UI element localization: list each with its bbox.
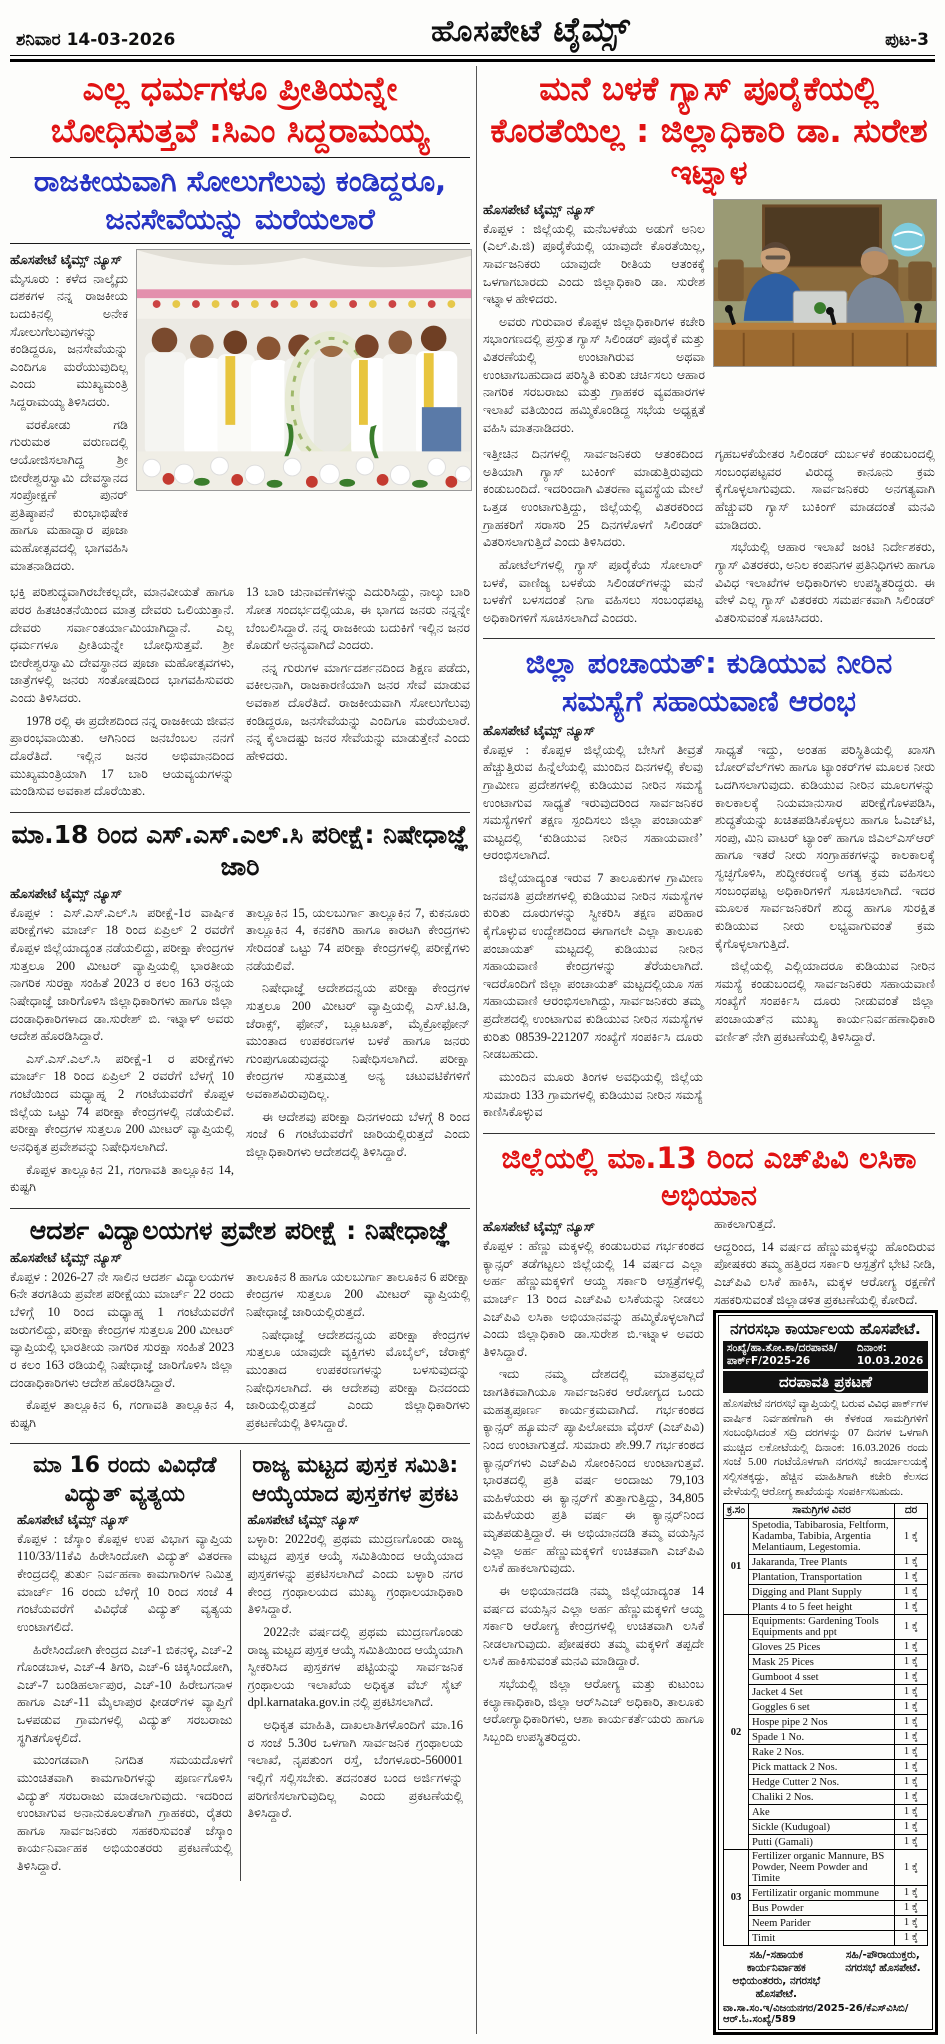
table-row bbox=[724, 1820, 928, 1835]
story-books bbox=[240, 1450, 471, 1880]
story-helpline-col1 bbox=[483, 742, 703, 1127]
newspaper-title bbox=[431, 10, 633, 50]
headline-hpv: ಜಿಲ್ಲೆಯಲ್ಲಿ ಮಾ.13 ರಿಂದ ಎಚ್‌ಪಿವಿ ಲಸಿಕಾ ಅಭಿಯಾನ bbox=[501, 1140, 917, 1212]
story-adarsha bbox=[10, 1215, 470, 1438]
item-description: Gumboot 4 sset bbox=[749, 1670, 895, 1685]
photo-cm-event-image bbox=[136, 249, 472, 492]
item-description: Neem Parider bbox=[749, 1916, 895, 1931]
body-paragraph: ಸಭೆಯಲ್ಲಿ ಆಹಾರ ಇಲಾಖೆ ಜಂಟಿ ನಿರ್ದೇಶಕರು, ಗ್ಯಾಸ್ ವಿತರಕರು, ಅನಿಲ ಕಂಪನಿಗಳ ಪ್ರತಿನಿಧಿಗಳು ಹಾಗೂ ವಿವಿಧ ಇಲಾಖೆಗಳ ಅಧಿಕಾರಿಗಳು ಉಪಸ್ಥಿತರಿದ್ದರು. ಈ ವೇಳೆ ಎಲ್ಲ ಗ್ಯಾಸ್ ವಿತರಕರು ಸಮರ್ಪಕವಾಗಿ ಸಿಲಿಂಡರ್ ವಿತರಿಸುವಂತೆ ಸೂಚಿಸಿದರು. bbox=[715, 540, 936, 625]
item-description: Plantation, Transportation bbox=[749, 1570, 895, 1585]
body-paragraph: 2022ನೇ ವರ್ಷದಲ್ಲಿ ಪ್ರಥಮ ಮುದ್ರಣಗೊಂಡು ರಾಜ್ಯ ಮಟ್ಟದ ಪುಸ್ತಕ ಆಯ್ಕೆ ಸಮಿತಿಯಿಂದ ಆಯ್ಕೆಯಾಗಿ ಸ್ವೀಕರಿಸಿದ ಪುಸ್ತಕಗಳ ಪಟ್ಟಿಯನ್ನು ಸಾರ್ವಜನಿಕ ಗ್ರಂಥಾಲಯ ಇಲಾಖೆಯ ಅಧಿಕೃತ ವೆಬ್ ಸೈಟ್ dpl.karnataka.gov.in ನಲ್ಲಿ ಪ್ರಕಟಿಸಲಾಗಿದೆ. bbox=[247, 1624, 463, 1710]
item-rate: 1 ಕ್ಕೆ bbox=[895, 1600, 928, 1615]
item-rate: 1 ಕ್ಕೆ bbox=[895, 1775, 928, 1790]
item-rate: 1 ಕ್ಕೆ bbox=[895, 1931, 928, 1946]
item-rate: 1 ಕ್ಕೆ bbox=[895, 1570, 928, 1585]
story-cm-col1 bbox=[10, 584, 234, 806]
byline: ಹೊಸಪೇಟೆ ಟೈಮ್ಸ್ ನ್ಯೂಸ್ bbox=[247, 1512, 360, 1528]
item-rate: 1 ಕ್ಕೆ bbox=[895, 1835, 928, 1850]
group-number: 01 bbox=[724, 1519, 749, 1615]
table-row bbox=[724, 1640, 928, 1655]
table-row bbox=[724, 1655, 928, 1670]
divider bbox=[483, 638, 935, 639]
item-description: Hedge Cutter 2 Nos. bbox=[749, 1775, 895, 1790]
table-row bbox=[724, 1745, 928, 1760]
item-rate: 1 ಕ್ಕೆ bbox=[895, 1715, 928, 1730]
masthead-rule bbox=[10, 55, 935, 62]
body-paragraph: 1978 ರಲ್ಲಿ ಈ ಪ್ರದೇಶದಿಂದ ನನ್ನ ರಾಜಕೀಯ ಜೀವನ ಪ್ರಾರಂಭವಾಯಿತು. ಆಗಿನಿಂದ ಜನಬೆಂಬಲ ನನಗೆ ದೊರೆತಿದೆ. ಇಲ್ಲಿನ ಜನರ ಅಭಿಮಾನದಿಂದ ಮುಖ್ಯಮಂತ್ರಿಯಾಗಿ 17 ಬಾರಿ ಆಯವ್ಯಯಗಳನ್ನು ಮಂಡಿಸುವ ಅವಕಾಶ ದೊರೆಯಿತು. bbox=[10, 713, 234, 799]
item-rate: 1 ಕ್ಕೆ bbox=[895, 1820, 928, 1835]
byline: ಹೊಸಪೇಟೆ ಟೈಮ್ಸ್ ನ್ಯೂಸ್ bbox=[483, 202, 596, 218]
notice-banner: ದರಪಾವತಿ ಪ್ರಕಟಣೆ bbox=[723, 1371, 928, 1393]
col-header-rate: ದರ bbox=[895, 1504, 928, 1519]
notice-date: ದಿನಾಂಕ: 10.03.2026 bbox=[856, 1342, 924, 1368]
body-paragraph: ತಾಲ್ಲೂಕಿನ 15, ಯಲಬುರ್ಗಾ ತಾಲ್ಲೂಕಿನ 7, ಕುಕನೂರು ತಾಲ್ಲೂಕಿನ 4, ಕನಕಗಿರಿ ಹಾಗೂ ಕಾರಟಗಿ ಕೇಂದ್ರಗಳು ಸೇರಿದಂತೆ ಒಟ್ಟು 74 ಪರೀಕ್ಷಾ ಕೇಂದ್ರಗಳಲ್ಲಿ ಪರೀಕ್ಷೆಗಳು ನಡೆಯಲಿವೆ. bbox=[246, 905, 470, 973]
left-column bbox=[10, 66, 470, 2034]
table-row bbox=[724, 1585, 928, 1600]
table-row bbox=[724, 1615, 928, 1640]
body-paragraph: ಕೊಪ್ಪಳ : ಜೆಸ್ಕಾಂ ಕೊಪ್ಪಳ ಉಪ ವಿಭಾಗ ವ್ಯಾಪ್ತಿಯ 110/33/11ಕೆವಿ ಹಿರೇಸಿಂದೋಗಿ ವಿದ್ಯುತ್ ವಿತರಣಾ ಕೇಂದ್ರದಲ್ಲಿ ತುರ್ತು ನಿರ್ವಹಣಾ ಕಾಮಗಾರಿಗಳ ನಿಮಿತ್ತ ಮಾರ್ಚ್ 16 ರಂದು ಬೆಳಿಗ್ಗೆ 10 ರಿಂದ ಸಂಜೆ 4 ಗಂಟೆಯವರೆಗೆ ವಿವಿಧೆಡೆ ವಿದ್ಯುತ್ ವ್ಯತ್ಯಯ ಉಂಟಾಗಲಿದೆ. bbox=[17, 1531, 233, 1634]
story-adarsha-col1 bbox=[10, 1269, 234, 1438]
headline-sslc: ಮಾ.18 ರಿಂದ ಎಸ್.ಎಸ್.ಎಲ್.ಸಿ ಪರೀಕ್ಷೆ: ನಿಷೇಧಾಜ್ಞೆ ಜಾರಿ bbox=[11, 819, 469, 881]
table-header-row bbox=[724, 1504, 928, 1519]
item-rate: 1 ಕ್ಕೆ bbox=[895, 1790, 928, 1805]
headline-books: ರಾಜ್ಯ ಮಟ್ಟದ ಪುಸ್ತಕ ಸಮಿತಿ: ಆಯ್ಕೆಯಾದ ಪುಸ್ತಕಗಳ ಪ್ರಕಟ bbox=[252, 1453, 459, 1507]
table-row bbox=[724, 1519, 928, 1555]
item-rate: 1 ಕ್ಕೆ bbox=[895, 1730, 928, 1745]
body-paragraph: ಕೊಪ್ಪಳ : ಎಸ್.ಎಸ್.ಎಲ್.ಸಿ ಪರೀಕ್ಷೆ-1ರ ವಾರ್ಷಿಕ ಪರೀಕ್ಷೆಗಳು ಮಾರ್ಚ್ 18 ರಿಂದ ಏಪ್ರಿಲ್ 2 ರವರೆಗೆ ಕೊಪ್ಪಳ ಜಿಲ್ಲೆಯಾದ್ಯಂತ ನಡೆಯಲಿದ್ದು, ಪರೀಕ್ಷಾ ಕೇಂದ್ರಗಳ ಸುತ್ತಲೂ 200 ಮೀಟರ್ ವ್ಯಾಪ್ತಿಯಲ್ಲಿ ಭಾರತೀಯ ನಾಗರಿಕ ಸುರಕ್ಷಾ ಸಂಹಿತೆ 2023 ರ ಕಲಂ 163 ರನ್ವಯ ನಿಷೇಧಾಜ್ಞೆ ಜಾರಿಗೊಳಿಸಿ ಜಿಲ್ಲಾಧಿಕಾರಿಗಳು ಹಾಗೂ ಜಿಲ್ಲಾ ದಂಡಾಧಿಕಾರಿಗಳಾದ ಡಾ.ಸುರೇಶ್ ಬಿ. ಇಟ್ನಾಳ್ ಅವರು ಆದೇಶ ಹೊರಡಿಸಿದ್ದಾರೆ. bbox=[10, 905, 234, 1044]
notice-reference-number: ಸಂಖ್ಯೆ/ಹಾ.ತೋ.ಶಾ/ದರಪಾವತಿ/ಪಾರ್ಕ್‌F/2025-26 bbox=[727, 1342, 838, 1368]
notice-rate-table bbox=[723, 1503, 928, 1946]
body-paragraph: ಮುಂಗಡವಾಗಿ ನಿಗದಿತ ಸಮಯದೊಳಗೆ ಮುಂಚಿತವಾಗಿ ಕಾಮಗಾರಿಗಳನ್ನು ಪೂರ್ಣಗೊಳಿಸಿ ವಿದ್ಯುತ್ ಸರಬರಾಜು ಮಾಡಲಾಗುವುದು. ಇದರಿಂದ ಉಂಟಾಗುವ ಅನಾನುಕೂಲತೆಗಾಗಿ ಗ್ರಾಹಕರು, ರೈತರು ಹಾಗೂ ಸಾರ್ವಜನಿಕರು ಸಹಕರಿಸುವಂತೆ ಜೆಸ್ಕಾಂ ಕಾರ್ಯನಿರ್ವಾಹಕ ಅಭಿಯಂತರರು ಪ್ರಕಟಣೆಯಲ್ಲಿ ತಿಳಿಸಿದ್ದಾರೆ. bbox=[17, 1753, 233, 1873]
table-row bbox=[724, 1715, 928, 1730]
item-description: Pick mattack 2 Nos. bbox=[749, 1760, 895, 1775]
story-helpline bbox=[483, 645, 935, 1126]
body-paragraph: ಹಾಕಲಾಗುತ್ತದೆ. bbox=[714, 1217, 776, 1232]
body-paragraph: ಹಿರೇಸಿಂದೋಗಿ ಕೇಂದ್ರದ ಎಚ್-1 ಬಿಕನಳ್ಳಿ, ಎಚ್-2 ಗೊಂಡಬಾಳ, ಎಚ್-4 ತಿಗರಿ, ಎಚ್-6 ಚಿಕ್ಕಸಿಂದೋಗಿ, ಎಚ್-7 ಬಂಡಿಹರ್ಲಾಪುರ, ಎಚ್-10 ಹಿರೇಬಗನಾಳ ಹಾಗೂ ಎಚ್-11 ಮೈಲಾಪುರ ಫೀಡರ್‌ಗಳ ವ್ಯಾಪ್ತಿಗೆ ಒಳಪಡುವ ಗ್ರಾಮಗಳಲ್ಲಿ ವಿದ್ಯುತ್ ಸರಬರಾಜು ಸ್ಥಗಿತಗೊಳ್ಳಲಿದೆ. bbox=[17, 1642, 233, 1745]
body-paragraph: ಭಕ್ತಿ ಪರಿಶುದ್ಧವಾಗಿರಬೇಕಲ್ಲದೇ, ಮಾನವೀಯತೆ ಹಾಗೂ ಪರರ ಹಿತಚಿಂತನೆಯಿಂದ ಮಾತ್ರ ದೇವರು ಒಲಿಯುತ್ತಾನೆ. ದೇವರು ಸರ್ವಾಂತರ್ಯಾಮಿಯಾಗಿದ್ದಾನೆ. ಎಲ್ಲ ಧರ್ಮಗಳೂ ಪ್ರೀತಿಯನ್ನೇ ಬೋಧಿಸುತ್ತವೆ. ಶ್ರೀ ಬೀರೇಶ್ವರಸ್ವಾಮಿ ದೇವಸ್ಥಾನದ ಪೂಜಾ ಮಹೋತ್ಸವಗಳು, ಜಾತ್ರೆಗಳಲ್ಲಿ ಜನರು ಸಂತೋಷದಿಂದ ಭಾಗವಹಿಸುವರು ಎಂದು ತಿಳಿಸಿದರು. bbox=[10, 585, 234, 706]
headline-gas: ಮನೆ ಬಳಕೆ ಗ್ಯಾಸ್ ಪೂರೈಕೆಯಲ್ಲಿ ಕೊರತೆಯಿಲ್ಲ : ಜಿಲ್ಲಾಧಿಕಾರಿ ಡಾ. ಸುರೇಶ ಇಟ್ನಾಳ bbox=[490, 69, 928, 193]
divider bbox=[10, 243, 470, 244]
byline: ಹೊಸಪೇಟೆ ಟೈಮ್ಸ್ ನ್ಯೂಸ್ bbox=[483, 723, 596, 739]
item-rate: 1 ಕ್ಕೆ bbox=[895, 1760, 928, 1775]
item-description: Ake bbox=[749, 1805, 895, 1820]
byline: ಹೊಸಪೇಟೆ ಟೈಮ್ಸ್ ನ್ಯೂಸ್ bbox=[483, 1220, 596, 1236]
item-description: Bus Powder bbox=[749, 1901, 895, 1916]
table-row bbox=[724, 1700, 928, 1715]
story-sslc-col2 bbox=[246, 905, 470, 1202]
item-description: Sickle (Kudugoal) bbox=[749, 1820, 895, 1835]
table-row bbox=[724, 1835, 928, 1850]
story-cm-col2 bbox=[246, 584, 470, 806]
municipal-notice-box bbox=[718, 1315, 933, 2030]
newspaper-title-part2: ಟೈಮ್ಸ್ bbox=[550, 10, 633, 50]
body-paragraph: ಕೊಪ್ಪಳ : ಹೆಣ್ಣು ಮಕ್ಕಳಲ್ಲಿ ಕಂಡುಬರುವ ಗರ್ಭಕಂಠದ ಕ್ಯಾನ್ಸರ್ ತಡೆಗಟ್ಟಲು ಜಿಲ್ಲೆಯಲ್ಲಿ 14 ವರ್ಷದ ಎಲ್ಲಾ ಅರ್ಹ ಹೆಣ್ಣುಮಕ್ಕಳಿಗೆ ಆಯ್ದ ಸರ್ಕಾರಿ ಆಸ್ಪತ್ರೆಗಳಲ್ಲಿ ಮಾರ್ಚ್ 13 ರಿಂದ ಎಚ್‌ಪಿವಿ ಲಸಿಕೆಯನ್ನು ನೀಡಲು ಎಚ್‌ಪಿವಿ ಲಸಿಕಾ ಅಭಿಯಾನವನ್ನು ಹಮ್ಮಿಕೊಳ್ಳಲಾಗಿದೆ ಎಂದು ಜಿಲ್ಲಾಧಿಕಾರಿ ಡಾ.ಸುರೇಶ ಬಿ.ಇಟ್ನಾಳ ಅವರು ತಿಳಿಸಿದ್ದಾರೆ. bbox=[483, 1239, 704, 1359]
item-description: Equipments: Gardening Tools Equipments and ppt bbox=[749, 1615, 895, 1640]
table-row bbox=[724, 1730, 928, 1745]
table-row bbox=[724, 1805, 928, 1820]
item-description: Rake 2 Nos. bbox=[749, 1745, 895, 1760]
item-rate: 1 ಕ್ಕೆ bbox=[895, 1850, 928, 1886]
item-rate: 1 ಕ್ಕೆ bbox=[895, 1916, 928, 1931]
item-rate: 1 ಕ್ಕೆ bbox=[895, 1555, 928, 1570]
column-divider bbox=[476, 66, 477, 2034]
divider bbox=[10, 812, 470, 813]
byline: ಹೊಸಪೇಟೆ ಟೈಮ್ಸ್ ನ್ಯೂಸ್ bbox=[10, 252, 123, 268]
headline-adarsha: ಆದರ್ಶ ವಿದ್ಯಾಲಯಗಳ ಪ್ರವೇಶ ಪರೀಕ್ಷೆ : ನಿಷೇಧಾಜ್ಞೆ bbox=[29, 1215, 451, 1245]
item-description: Mask 25 Pices bbox=[749, 1655, 895, 1670]
story-hpv-col2 bbox=[714, 1216, 935, 2034]
photo-cm-event bbox=[136, 249, 470, 581]
item-description: Jakaranda, Tree Plants bbox=[749, 1555, 895, 1570]
body-paragraph: ಜಿಲ್ಲೆಯಲ್ಲಿ ಎಲ್ಲಿಯಾದರೂ ಕುಡಿಯುವ ನೀರಿನ ಸಮಸ್ಯೆ ಕಂಡುಬಂದಲ್ಲಿ ಸಾರ್ವಜನಿಕರು ಸಹಾಯವಾಣಿ ಸಂಖ್ಯೆಗೆ ಸಂಪರ್ಕಿಸಿ ದೂರು ನೀಡುವಂತೆ ಜಿಲ್ಲಾ ಪಂಚಾಯತ್‌ನ ಮುಖ್ಯ ಕಾರ್ಯನಿರ್ವಹಣಾಧಿಕಾರಿ ವರ್ಣಿತ್ ನೇಗಿ ಪ್ರಕಟಣೆಯಲ್ಲಿ ತಿಳಿಸಿದ್ದಾರೆ. bbox=[715, 959, 935, 1044]
item-description: Goggles 6 set bbox=[749, 1700, 895, 1715]
byline: ಹೊಸಪೇಟೆ ಟೈಮ್ಸ್ ನ್ಯೂಸ್ bbox=[17, 1512, 130, 1528]
table-row bbox=[724, 1850, 928, 1886]
item-rate: 1 ಕ್ಕೆ bbox=[895, 1745, 928, 1760]
body-paragraph: ಕೊಪ್ಪಳ : ಕೊಪ್ಪಳ ಜಿಲ್ಲೆಯಲ್ಲಿ ಬೇಸಿಗೆ ತೀವ್ರತೆ ಹೆಚ್ಚುತ್ತಿರುವ ಹಿನ್ನೆಲೆಯಲ್ಲಿ ಮುಂದಿನ ದಿನಗಳಲ್ಲಿ ಕೆಲವು ಗ್ರಾಮೀಣ ಪ್ರದೇಶಗಳಲ್ಲಿ ಕುಡಿಯುವ ನೀರಿನ ಸಮಸ್ಯೆ ಉಂಟಾಗುವ ಸಾಧ್ಯತೆ ಇರುವುದರಿಂದ ಸಾರ್ವಜನಿಕರ ಸಮಸ್ಯೆಗಳಿಗೆ ತಕ್ಷಣ ಸ್ಪಂದಿಸಲು ಜಿಲ್ಲಾ ಪಂಚಾಯತ್ ಮಟ್ಟದಲ್ಲಿ ‘ಕುಡಿಯುವ ನೀರಿನ ಸಹಾಯವಾಣಿ’ ಆರಂಭಿಸಲಾಗಿದೆ. bbox=[483, 742, 703, 863]
newspaper-title-part1: ಹೊಸಪೇಟೆ bbox=[431, 14, 543, 49]
body-paragraph: ಸಭೆಯಲ್ಲಿ ಜಿಲ್ಲಾ ಆರೋಗ್ಯ ಮತ್ತು ಕುಟುಂಬ ಕಲ್ಯಾಣಾಧಿಕಾರಿ, ಜಿಲ್ಲಾ ಆರ್‌ಸಿಎಚ್ ಅಧಿಕಾರಿ, ತಾಲೂಕು ಆರೋಗ್ಯಾಧಿಕಾರಿಗಳು, ಆಶಾ ಕಾರ್ಯಕರ್ತೆಯರು ಹಾಗೂ ಸಿಬ್ಬಂದಿ ಉಪಸ್ಥಿತರಿದ್ದರು. bbox=[483, 1677, 704, 1744]
table-row bbox=[724, 1886, 928, 1901]
table-row bbox=[724, 1901, 928, 1916]
table-row bbox=[724, 1931, 928, 1946]
story-hpv-col1 bbox=[483, 1216, 704, 2034]
item-description: Chaliki 2 Nos. bbox=[749, 1790, 895, 1805]
body-paragraph: ಇದು ನಮ್ಮ ದೇಶದಲ್ಲಿ ಮಾತ್ರವಲ್ಲದೆ ಜಾಗತಿಕವಾಗಿಯೂ ಸಾರ್ವಜನಿಕರ ಆರೋಗ್ಯದ ಒಂದು ಮಹತ್ವಪೂರ್ಣ ಕಾರ್ಯಕ್ರಮವಾಗಿದೆ. ಗರ್ಭಕಂಠದ ಕ್ಯಾನ್ಸರ್ ಹ್ಯೂಮನ್ ಪ್ಯಾಪಿಲೋಮಾ ವೈರಸ್ (ಎಚ್‌ಪಿವಿ) ನಿಂದ ಉಂಟಾಗುತ್ತದೆ. ಸುಮಾರು ಶೇ.99.7 ಗರ್ಭಕಂಠದ ಕ್ಯಾನ್ಸರ್‌ಗಳು ಎಚ್‌ಪಿವಿ ಸೋಂಕಿನಿಂದ ಉಂಟಾಗುತ್ತವೆ. ಭಾರತದಲ್ಲಿ ಪ್ರತಿ ವರ್ಷ ಅಂದಾಜು 79,103 ಮಹಿಳೆಯರು ಈ ಕ್ಯಾನ್ಸರ್‌ಗೆ ತುತ್ತಾಗುತ್ತಿದ್ದು, 34,805 ಮಹಿಳೆಯರು ಪ್ರತಿ ವರ್ಷ ಈ ಕ್ಯಾನ್ಸರ್‌ನಿಂದ ಮೃತಪಡುತ್ತಿದ್ದಾರೆ. ಈ ಅಭಿಯಾನದಡಿ ತಮ್ಮ ವಯಸ್ಸಿನ ಎಲ್ಲಾ ಅರ್ಹ ಹೆಣ್ಣುಮಕ್ಕಳಿಗೆ ಉಚಿತವಾಗಿ ಎಚ್‌ಪಿವಿ ಲಸಿಕೆ ಹಾಕಲಾಗುವುದು. bbox=[483, 1367, 704, 1576]
table-row bbox=[724, 1775, 928, 1790]
headline-helpline: ಜಿಲ್ಲಾ ಪಂಚಾಯತ್: ಕುಡಿಯುವ ನೀರಿನ ಸಮಸ್ಯೆಗೆ ಸಹಾಯವಾಣಿ ಆರಂಭ bbox=[525, 646, 893, 718]
story-gas-side-column bbox=[483, 199, 705, 443]
signature-engineer: ಸಹಿ/-ಸಹಾಯಕ ಕಾರ್ಯನಿರ್ವಾಹಕ ಅಭಿಯಂತರರು, ನಗರಸಭೆ ಹೊಸಪೇಟೆ. bbox=[732, 1949, 821, 2001]
byline: ಹೊಸಪೇಟೆ ಟೈಮ್ಸ್ ನ್ಯೂಸ್ bbox=[10, 1250, 123, 1266]
item-rate: 1 ಕ್ಕೆ bbox=[895, 1700, 928, 1715]
body-paragraph: ಕೊಪ್ಪಳ ತಾಲ್ಲೂಕಿನ 21, ಗಂಗಾವತಿ ತಾಲ್ಲೂಕಿನ 14, ಕುಷ್ಟಗಿ bbox=[10, 1162, 234, 1195]
body-paragraph: ನಿಷೇಧಾಜ್ಞೆ ಆದೇಶದನ್ವಯ ಪರೀಕ್ಷಾ ಕೇಂದ್ರಗಳ ಸುತ್ತಲೂ ಯಾವುದೇ ವ್ಯಕ್ತಿಗಳು ಮೊಬೈಲ್, ಜೆರಾಕ್ಸ್ ಮುಂತಾದ ಉಪಕರಣಗಳನ್ನು ಬಳಸುವುದನ್ನು ನಿಷೇಧಿಸಲಾಗಿದೆ. ಈ ಆದೇಶವು ಪರೀಕ್ಷಾ ದಿನದಂದು ಜಾರಿಯಲ್ಲಿರುತ್ತದೆ ಎಂದು ಜಿಲ್ಲಾಧಿಕಾರಿಗಳು ಪ್ರಕಟಣೆಯಲ್ಲಿ ತಿಳಿಸಿದ್ದಾರೆ. bbox=[246, 1327, 470, 1430]
item-rate: 1 ಕ್ಕೆ bbox=[895, 1805, 928, 1820]
story-hpv bbox=[483, 1140, 935, 2034]
story-gas-col1 bbox=[483, 446, 703, 632]
item-description: Spade 1 No. bbox=[749, 1730, 895, 1745]
headline-power: ಮಾ 16 ರಂದು ವಿವಿಧೆಡೆ ವಿದ್ಯುತ್ ವ್ಯತ್ಯಯ bbox=[33, 1453, 217, 1507]
body-paragraph: ಗೃಹಬಳಕೆಯೇತರ ಸಿಲಿಂಡರ್ ದುರ್ಬಳಕೆ ಕಂಡುಬಂದಲ್ಲಿ ಸಂಬಂಧಪಟ್ಟವರ ವಿರುದ್ಧ ಕಾನೂನು ಕ್ರಮ ಕೈಗೊಳ್ಳಲಾಗುವುದು. ಸಾರ್ವಜನಿಕರು ಅನಗತ್ಯವಾಗಿ ಹೆಚ್ಚುವರಿ ಗ್ಯಾಸ್ ಬುಕಿಂಗ್ ಮಾಡದಂತೆ ಮನವಿ ಮಾಡಿದರು. bbox=[715, 447, 935, 532]
body-paragraph: ವರಕೋಡು ಗಡಿ ಗುರುಮಠ ವರುಣದಲ್ಲಿ ಆಯೋಜಿಸಲಾಗಿದ್ದ ಶ್ರೀ ಬೀರೇಶ್ವರಸ್ವಾಮಿ ದೇವಸ್ಥಾನದ ಸಂಪ್ರೋಕ್ಷಣೆ ಪುನರ್ ಪ್ರತಿಷ್ಠಾಪನೆ ಕುಂಭಾಭಿಷೇಕ ಹಾಗೂ ಮಹಾದ್ವಾರ ಪೂಜಾ ಮಹೋತ್ಸವದಲ್ಲಿ ಭಾಗವಹಿಸಿ ಮಾತನಾಡಿದರು. bbox=[10, 417, 128, 573]
signature-commissioner: ಸಹಿ/-ಪೌರಾಯುಕ್ತರು, ನಗರಸಭೆ ಹೊಸಪೇಟೆ. bbox=[845, 1949, 921, 1975]
photo-dc-meeting-image bbox=[713, 199, 937, 368]
story-gas-col2 bbox=[715, 446, 935, 632]
table-row bbox=[724, 1790, 928, 1805]
body-paragraph: ಸಾಧ್ಯತೆ ಇದ್ದು, ಅಂತಹ ಪರಿಸ್ಥಿತಿಯಲ್ಲಿ ಖಾಸಗಿ ಬೋರ್‌ವೆಲ್‌ಗಳು ಹಾಗೂ ಟ್ಯಾಂಕರ್‌ಗಳ ಮೂಲಕ ನೀರು ಒದಗಿಸಲಾಗುವುದು. ಕುಡಿಯುವ ನೀರಿನ ಮೂಲಗಳನ್ನು ಕಾಲಕಾಲಕ್ಕೆ ನಿಯಮಾನುಸಾರ ಪರೀಕ್ಷೆಗೊಳಪಡಿಸಿ, ಶುದ್ಧತೆಯನ್ನು ಖಚಿತಪಡಿಸಿಕೊಳ್ಳಲು ಹಾಗೂ ಓಎಚ್‌ಟಿ, ಸಂಪು, ಮಿನಿ ವಾಟರ್ ಟ್ಯಾಂಕ್ ಹಾಗೂ ಜಿಎಲ್‌ಎಸ್‌ಆರ್ ಹಾಗೂ ಇತರೆ ನೀರು ಸಂಗ್ರಾಹಕಗಳನ್ನು ಕಾಲಕಾಲಕ್ಕೆ ಸ್ವಚ್ಛಗೊಳಿಸಿ, ಶುದ್ಧೀಕರಣಕ್ಕೆ ಅಗತ್ಯ ಕ್ರಮ ವಹಿಸಲು ಸಂಬಂಧಪಟ್ಟ ಅಧಿಕಾರಿಗಳಿಗೆ ಸೂಚಿಸಲಾಗಿದೆ. ಇದರ ಮೂಲಕ ಸಾರ್ವಜನಿಕರಿಗೆ ಶುದ್ಧ ಹಾಗೂ ಸುರಕ್ಷಿತ ಕುಡಿಯುವ ನೀರು ಲಭ್ಯವಾಗುವಂತೆ ಕ್ರಮ ಕೈಗೊಳ್ಳಲಾಗುತ್ತಿದೆ. bbox=[715, 742, 935, 951]
divider bbox=[10, 1443, 470, 1444]
story-cm-body bbox=[10, 584, 470, 806]
divider bbox=[10, 157, 470, 158]
body-paragraph: ಅಧಿಕೃತ ಮಾಹಿತಿ, ದಾಖಲಾತಿಗಳೊಂದಿಗೆ ಮಾ.16 ರ ಸಂಜೆ 5.30ರ ಒಳಗಾಗಿ ಸಾರ್ವಜನಿಕ ಗ್ರಂಥಾಲಯ ಇಲಾಖೆ, ನೃಪತುಂಗ ರಸ್ತೆ, ಬೆಂಗಳೂರು-560001 ಇಲ್ಲಿಗೆ ಸಲ್ಲಿಸಬೇಕು. ತದನಂತರ ಬಂದ ಅರ್ಜಿಗಳನ್ನು ಪರಿಗಣಿಸಲಾಗುವುದಿಲ್ಲ ಎಂದು ಪ್ರಕಟಣೆಯಲ್ಲಿ ತಿಳಿಸಿದ್ದಾರೆ. bbox=[247, 1718, 463, 1821]
edition-date: ಶನಿವಾರ 14-03-2026 bbox=[16, 30, 176, 50]
story-cm-side-column bbox=[10, 249, 128, 581]
body-paragraph: ಆದ್ದರಿಂದ, 14 ವರ್ಷದ ಹೆಣ್ಣುಮಕ್ಕಳನ್ನು ಹೊಂದಿರುವ ಪೋಷಕರು ತಮ್ಮ ಹತ್ತಿರದ ಸರ್ಕಾರಿ ಆಸ್ಪತ್ರೆಗೆ ಭೇಟಿ ನೀಡಿ, ಎಚ್‌ಪಿವಿ ಲಸಿಕೆ ಹಾಕಿಸಿ, ಮಕ್ಕಳ ಆರೋಗ್ಯ ರಕ್ಷಣೆಗೆ ಸಹಕರಿಸುವಂತೆ ಜಿಲ್ಲಾಡಳಿತ ಪ್ರಕಟಣೆಯಲ್ಲಿ ಕೋರಿದೆ. bbox=[714, 1239, 935, 1307]
item-description: Jacket 4 Set bbox=[749, 1685, 895, 1700]
page-number: ಪುಟ-3 bbox=[885, 30, 929, 50]
notice-reference-row bbox=[723, 1341, 928, 1369]
story-adarsha-body bbox=[10, 1269, 470, 1438]
body-paragraph: ಎಸ್.ಎಸ್.ಎಲ್.ಸಿ ಪರೀಕ್ಷೆ-1 ರ ಪರೀಕ್ಷೆಗಳು ಮಾರ್ಚ್ 18 ರಿಂದ ಏಪ್ರಿಲ್ 2 ರವರೆಗೆ ಬೆಳಗ್ಗೆ 10 ಗಂಟೆಯಿಂದ ಮಧ್ಯಾಹ್ನ 2 ಗಂಟೆಯವರೆಗೆ ಕೊಪ್ಪಳ ಜಿಲ್ಲೆಯ ಒಟ್ಟು 74 ಪರೀಕ್ಷಾ ಕೇಂದ್ರಗಳಲ್ಲಿ ನಡೆಯಲಿವೆ. ಪರೀಕ್ಷಾ ಕೇಂದ್ರಗಳ ಸುತ್ತಲೂ 200 ಮೀಟರ್ ವ್ಯಾಪ್ತಿಯಲ್ಲಿ ಅನಧಿಕೃತ ಪ್ರವೇಶವನ್ನು ನಿಷೇಧಿಸಲಾಗಿದೆ. bbox=[10, 1051, 234, 1154]
body-paragraph: ನನ್ನ ಗುರುಗಳ ಮಾರ್ಗದರ್ಶನದಿಂದ ಶಿಕ್ಷಣ ಪಡೆದು, ವಕೀಲನಾಗಿ, ರಾಜಕಾರಣಿಯಾಗಿ ಜನರ ಸೇವೆ ಮಾಡುವ ಅವಕಾಶ ದೊರೆತಿದೆ. ರಾಜಕೀಯವಾಗಿ ಸೋಲುಗೆಲುವು ಕಂಡಿದ್ದರೂ, ಜನಸೇವೆಯನ್ನು ಎಂದಿಗೂ ಮರೆಯಲಾರೆ. ನನ್ನ ಕೈಲಾದಷ್ಟು ಜನರ ಸೇವೆಯನ್ನು ಮಾಡುತ್ತೇನೆ ಎಂದು ಹೇಳಿದರು. bbox=[246, 660, 470, 763]
group-number: 02 bbox=[724, 1615, 749, 1850]
table-row bbox=[724, 1916, 928, 1931]
table-row bbox=[724, 1670, 928, 1685]
story-helpline-body bbox=[483, 742, 935, 1127]
body-paragraph: ಹೋಟೆಲ್‌ಗಳಲ್ಲಿ ಗ್ಯಾಸ್ ಪೂರೈಕೆಯ ಸೋಲಾರ್ ಬಳಕೆ, ವಾಣಿಜ್ಯ ಬಳಕೆಯ ಸಿಲಿಂಡರ್‌ಗಳನ್ನು ಮನೆ ಬಳಕೆಗೆ ಬಳಸದಂತೆ ನಿಗಾ ವಹಿಸಲು ಸಂಬಂಧಪಟ್ಟ ಅಧಿಕಾರಿಗಳಿಗೆ ಸೂಚಿಸಲಾಗಿದೆ ಎಂದರು. bbox=[483, 557, 703, 625]
body-paragraph: ಈ ಅಭಿಯಾನದಡಿ ನಮ್ಮ ಜಿಲ್ಲೆಯಾದ್ಯಂತ 14 ವರ್ಷದ ವಯಸ್ಸಿನ ಎಲ್ಲಾ ಅರ್ಹ ಹೆಣ್ಣುಮಕ್ಕಳಿಗೆ ಆಯ್ದ ಸರ್ಕಾರಿ ಆರೋಗ್ಯ ಕೇಂದ್ರಗಳಲ್ಲಿ ಉಚಿತವಾಗಿ ಲಸಿಕೆ ನೀಡಲಾಗುವುದು. ಪೋಷಕರು ತಮ್ಮ ಮಕ್ಕಳಿಗೆ ತಪ್ಪದೇ ಲಸಿಕೆ ಹಾಕಿಸುವಂತೆ ಮನವಿ ಮಾಡಿದ್ದಾರೆ. bbox=[483, 1583, 704, 1669]
story-power bbox=[10, 1450, 240, 1880]
masthead-row bbox=[0, 2, 945, 52]
item-rate: 1 ಕ್ಕೆ bbox=[895, 1901, 928, 1916]
item-description: Spetodia, Tabibarosia, Feltform, Kadamba, Tabibia, Argentia Melantiaum, Legestomia. bbox=[749, 1519, 895, 1555]
item-rate: 1 ಕ್ಕೆ bbox=[895, 1655, 928, 1670]
story-sslc-col1 bbox=[10, 905, 234, 1202]
story-gas bbox=[483, 68, 935, 632]
item-description: Gloves 25 Pices bbox=[749, 1640, 895, 1655]
body-paragraph: ತಾಲೂಕಿನ 8 ಹಾಗೂ ಯಲಬುರ್ಗಾ ತಾಲೂಕಿನ 6 ಪರೀಕ್ಷಾ ಕೇಂದ್ರಗಳ ಸುತ್ತಲೂ 200 ಮೀಟರ್ ವ್ಯಾಪ್ತಿಯಲ್ಲಿ ನಿಷೇಧಾಜ್ಞೆ ಜಾರಿಯಲ್ಲಿರುತ್ತದೆ. bbox=[246, 1269, 470, 1320]
story-sslc bbox=[10, 819, 470, 1202]
table-row bbox=[724, 1555, 928, 1570]
item-description: Hospe pipe 2 Nos bbox=[749, 1715, 895, 1730]
item-description: Fertilizatir organic mommune bbox=[749, 1886, 895, 1901]
body-paragraph: ಕೊಪ್ಪಳ : ಜಿಲ್ಲೆಯಲ್ಲಿ ಮನೆಬಳಕೆಯ ಅಡುಗೆ ಅನಿಲ (ಎಲ್.ಪಿ.ಜಿ) ಪೂರೈಕೆಯಲ್ಲಿ ಯಾವುದೇ ಕೊರತೆಯಿಲ್ಲ, ಸಾರ್ವಜನಿಕರು ಯಾವುದೇ ರೀತಿಯ ಆತಂಕಕ್ಕೆ ಒಳಗಾಗಬಾರದು ಎಂದು ಜಿಲ್ಲಾಧಿಕಾರಿ ಡಾ. ಸುರೇಶ ಇಟ್ನಾಳ ಹೇಳಿದರು. bbox=[483, 221, 705, 307]
right-column bbox=[483, 66, 935, 2034]
body-paragraph: ಬಳ್ಳಾರಿ: 2022ರಲ್ಲಿ ಪ್ರಥಮ ಮುದ್ರಣಗೊಂಡು ರಾಜ್ಯ ಮಟ್ಟದ ಪುಸ್ತಕ ಆಯ್ಕೆ ಸಮಿತಿಯಿಂದ ಆಯ್ಕೆಯಾದ ಪುಸ್ತಕಗಳನ್ನು ಪ್ರಕಟಿಸಲಾಗಿದೆ ಎಂದು ಬಳ್ಳಾರಿ ನಗರ ಕೇಂದ್ರ ಗ್ರಂಥಾಲಯದ ಮುಖ್ಯ ಗ್ರಂಥಾಲಯಾಧಿಕಾರಿ ತಿಳಿಸಿದ್ದಾರೆ. bbox=[247, 1531, 463, 1617]
col-header-description: ಸಾಮಗ್ರಿಗಳ ವಿವರ bbox=[749, 1504, 895, 1519]
item-description: Putti (Gamali) bbox=[749, 1835, 895, 1850]
table-row bbox=[724, 1600, 928, 1615]
col-header-slno: ಕ್ರ.ಸಂ bbox=[724, 1504, 749, 1519]
story-helpline-col2 bbox=[715, 742, 935, 1127]
story-cm bbox=[10, 68, 470, 806]
body-paragraph: 13 ಬಾರಿ ಚುನಾವಣೆಗಳನ್ನು ಎದುರಿಸಿದ್ದು, ನಾಲ್ಕು ಬಾರಿ ಸೋತ ಸಂದರ್ಭದಲ್ಲಿಯೂ, ಈ ಭಾಗದ ಜನರು ನನ್ನನ್ನೇ ಬೆಂಬಲಿಸಿದ್ದಾರೆ. ನನ್ನ ರಾಜಕೀಯ ಬದುಕಿಗೆ ಇಲ್ಲಿನ ಜನರ ಕೊಡುಗೆ ಅನನ್ಯವಾಗಿದೆ ಎಂದರು. bbox=[246, 585, 470, 653]
story-sslc-body bbox=[10, 905, 470, 1202]
item-rate: 1 ಕ್ಕೆ bbox=[895, 1670, 928, 1685]
divider bbox=[483, 1133, 935, 1134]
body-paragraph: ಈ ಆದೇಶವು ಪರೀಕ್ಷಾ ದಿನಗಳಂದು ಬೆಳಗ್ಗೆ 8 ರಿಂದ ಸಂಜೆ 6 ಗಂಟೆಯವರೆಗೆ ಜಾರಿಯಲ್ಲಿರುತ್ತದೆ ಎಂದು ಜಿಲ್ಲಾಧಿಕಾರಿಗಳು ಆದೇಶದಲ್ಲಿ ತಿಳಿಸಿದ್ದಾರೆ. bbox=[246, 1109, 470, 1159]
story-gas-body bbox=[483, 446, 935, 632]
item-rate: 1 ಕ್ಕೆ bbox=[895, 1519, 928, 1555]
item-rate: 1 ಕ್ಕೆ bbox=[895, 1886, 928, 1901]
body-paragraph: ನಿಷೇಧಾಜ್ಞೆ ಆದೇಶದನ್ವಯ ಪರೀಕ್ಷಾ ಕೇಂದ್ರಗಳ ಸುತ್ತಲೂ 200 ಮೀಟರ್ ವ್ಯಾಪ್ತಿಯಲ್ಲಿ ಎಸ್.ಟಿ.ಡಿ, ಜೆರಾಕ್ಸ್, ಫೋನ್, ಬ್ಲೂಟೂತ್, ಮೈಕ್ರೋಫೋನ್ ಮುಂತಾದ ಉಪಕರಣಗಳ ಬಳಕೆ ಹಾಗೂ ಜನರು ಗುಂಪುಗೂಡುವುದನ್ನು ನಿಷೇಧಿಸಲಾಗಿದೆ. ಪರೀಕ್ಷಾ ಕೇಂದ್ರಗಳ ಸುತ್ತಮುತ್ತ ಅನ್ಯ ಚಟುವಟಿಕೆಗಳಿಗೆ ಅವಕಾಶವಿರುವುದಿಲ್ಲ. bbox=[246, 981, 470, 1102]
notice-signatures bbox=[723, 1949, 928, 2001]
item-rate: 1 ಕ್ಕೆ bbox=[895, 1685, 928, 1700]
item-description: Digging and Plant Supply bbox=[749, 1585, 895, 1600]
body-paragraph: ಕೊಪ್ಪಳ : 2026-27 ನೇ ಸಾಲಿನ ಆದರ್ಶ ವಿದ್ಯಾಲಯಗಳ 6ನೇ ತರಗತಿಯ ಪ್ರವೇಶ ಪರೀಕ್ಷೆಯು ಮಾರ್ಚ್ 22 ರಂದು ಬೆಳಿಗ್ಗೆ 10 ರಿಂದ ಮಧ್ಯಾಹ್ನ 1 ಗಂಟೆಯವರೆಗೆ ಜರುಗಲಿದ್ದು, ಪರೀಕ್ಷಾ ಕೇಂದ್ರಗಳ ಸುತ್ತಲೂ 200 ಮೀಟರ್ ವ್ಯಾಪ್ತಿಯಲ್ಲಿ ಭಾರತೀಯ ನಾಗರಿಕ ಸುರಕ್ಷಾ ಸಂಹಿತೆ 2023 ರ ಕಲಂ 163 ರಡಿಯಲ್ಲಿ ನಿಷೇಧಾಜ್ಞೆ ಜಾರಿಗೊಳಿಸಿ ಜಿಲ್ಲಾ ದಂಡಾಧಿಕಾರಿಗಳು ಆದೇಶ ಹೊರಡಿಸಿದ್ದಾರೆ. bbox=[10, 1269, 234, 1390]
body-paragraph: ಇತ್ತೀಚಿನ ದಿನಗಳಲ್ಲಿ ಸಾರ್ವಜನಿಕರು ಆತಂಕದಿಂದ ಅತಿಯಾಗಿ ಗ್ಯಾಸ್ ಬುಕಿಂಗ್ ಮಾಡುತ್ತಿರುವುದು ಕಂಡುಬಂದಿದೆ. ಇದರಿಂದಾಗಿ ವಿತರಣಾ ವ್ಯವಸ್ಥೆಯ ಮೇಲೆ ಒತ್ತಡ ಉಂಟಾಗುತ್ತಿದ್ದು, ಜಿಲ್ಲೆಯಲ್ಲಿ ವಿತರಕರಿಂದ ಗ್ರಾಹಕರಿಗೆ ಸರಾಸರಿ 25 ದಿನಗಳೊಳಗೆ ಸಿಲಿಂಡರ್ ವಿತರಿಸಲಾಗುತ್ತಿದೆ ಎಂದು ತಿಳಿಸಿದರು. bbox=[483, 447, 703, 550]
notice-paragraph: ಹೊಸಪೇಟೆ ನಗರಸಭೆ ವ್ಯಾಪ್ತಿಯಲ್ಲಿ ಬರುವ ವಿವಿಧ ಪಾರ್ಕ್‌ಗಳ ವಾರ್ಷಿಕ ನಿರ್ವಹಣೆಗಾಗಿ ಈ ಕೆಳಕಂಡ ಸಾಮಗ್ರಿಗಳಿಗೆ ಸಂಬಂಧಿಸಿದಂತೆ ಸದ್ರಿ ದರಗಳನ್ನು 07 ದಿನಗಳ ಒಳಗಾಗಿ ಮುಚ್ಚಿದ ಲಕೋಟೆಯಲ್ಲಿ ದಿನಾಂಕ: 16.03.2026 ರಂದು ಸಂಜೆ 5.00 ಗಂಟೆಯೊಳಗಾಗಿ ನಗರಸಭೆ ಕಾರ್ಯಾಲಯಕ್ಕೆ ಸಲ್ಲಿಸತಕ್ಕದ್ದು, ಹೆಚ್ಚಿನ ಮಾಹಿತಿಗಾಗಿ ಕಚೇರಿ ಕೆಲಸದ ವೇಳೆಯಲ್ಲಿ ಆರೋಗ್ಯ ಶಾಖೆಯನ್ನು ಸಂಪರ್ಕಿಸಬಹುದು. bbox=[723, 1398, 928, 1498]
divider bbox=[10, 1208, 470, 1209]
notice-footer-reference: ವಾ.ಸಾ.ಸಂ.ಇ/ವಿಜಯನಗರ/2025-26/ಕೆಎಸ್‌ವಿಸಿಬಿ/ಆರ್.ಓ.ಸಂಖ್ಯೆ/589 bbox=[723, 2003, 909, 2026]
body-paragraph: ಮೈಸೂರು : ಕಳೆದ ನಾಲ್ಕೈದು ದಶಕಗಳ ನನ್ನ ರಾಜಕೀಯ ಬದುಕಿನಲ್ಲಿ ಅನೇಕ ಸೋಲುಗೆಲುವುಗಳನ್ನು ಕಂಡಿದ್ದರೂ, ಜನಸೇವೆಯನ್ನು ಎಂದಿಗೂ ಮರೆಯುವುದಿಲ್ಲ ಎಂದು ಮುಖ್ಯಮಂತ್ರಿ ಸಿದ್ದರಾಮಯ್ಯ ತಿಳಿಸಿದರು. bbox=[10, 271, 128, 410]
body-paragraph: ಅವರು ಗುರುವಾರ ಕೊಪ್ಪಳ ಜಿಲ್ಲಾಧಿಕಾರಿಗಳ ಕಚೇರಿ ಸಭಾಂಗಣದಲ್ಲಿ ಪ್ರಸ್ತುತ ಗ್ಯಾಸ್ ಸಿಲಿಂಡರ್ ಪೂರೈಕೆ ಮತ್ತು ವಿತರಣೆಯಲ್ಲಿ ಉಂಟಾಗಿರುವ ಅಥವಾ ಉಂಟಾಗಬಹುದಾದ ಪರಿಸ್ಥಿತಿ ಕುರಿತು ಚರ್ಚಿಸಲು ಆಹಾರ ನಾಗರಿಕ ಸರಬರಾಜು ಮತ್ತು ಗ್ರಾಹಕರ ವ್ಯವಹಾರಗಳ ಇಲಾಖೆ ವತಿಯಿಂದ ಹಮ್ಮಿಕೊಂಡಿದ್ದ ಸಭೆಯ ಅಧ್ಯಕ್ಷತೆ ವಹಿಸಿ ಮಾತನಾಡಿದರು. bbox=[483, 314, 705, 435]
photo-dc-meeting bbox=[713, 199, 935, 443]
body-paragraph: ಮುಂದಿನ ಮೂರು ತಿಂಗಳ ಅವಧಿಯಲ್ಲಿ ಜಿಲ್ಲೆಯ ಸುಮಾರು 133 ಗ್ರಾಮಗಳಲ್ಲಿ ಕುಡಿಯುವ ನೀರಿನ ಸಮಸ್ಯೆ ಕಾಣಿಸಿಕೊಳ್ಳುವ bbox=[483, 1069, 703, 1120]
item-rate: 1 ಕ್ಕೆ bbox=[895, 1585, 928, 1600]
table-row bbox=[724, 1760, 928, 1775]
item-description: Timit bbox=[749, 1931, 895, 1946]
item-rate: 1 ಕ್ಕೆ bbox=[895, 1615, 928, 1640]
item-description: Fertilizer organic Mannure, BS Powder, Neem Powder and Timite bbox=[749, 1850, 895, 1886]
notice-title: ನಗರಸಭಾ ಕಾರ್ಯಾಲಯ ಹೊಸಪೇಟೆ. bbox=[730, 1320, 921, 1339]
body-paragraph: ಜಿಲ್ಲೆಯಾದ್ಯಂತ ಇರುವ 7 ತಾಲೂಕುಗಳ ಗ್ರಾಮೀಣ ಜನವಸತಿ ಪ್ರದೇಶಗಳಲ್ಲಿ ಕುಡಿಯುವ ನೀರಿನ ಸಮಸ್ಯೆಗಳ ಕುರಿತು ದೂರುಗಳನ್ನು ಸ್ವೀಕರಿಸಿ ತಕ್ಷಣ ಪರಿಹಾರ ಕೈಗೊಳ್ಳುವ ಉದ್ದೇಶದಿಂದ ಈಗಾಗಲೇ ಎಲ್ಲಾ ತಾಲೂಕು ಪಂಚಾಯತ್ ಮಟ್ಟದಲ್ಲಿ ಕುಡಿಯುವ ನೀರಿನ ಸಹಾಯವಾಣಿ ಕೇಂದ್ರಗಳನ್ನು ತೆರೆಯಲಾಗಿದೆ. ಇದರೊಂದಿಗೆ ಜಿಲ್ಲಾ ಪಂಚಾಯತ್ ಮಟ್ಟದಲ್ಲಿಯೂ ಸಹ ಸಹಾಯವಾಣಿ ಆರಂಭಿಸಲಾಗಿದ್ದು, ಸಾರ್ವಜನಿಕರು ತಮ್ಮ ಪ್ರದೇಶದಲ್ಲಿ ಉಂಟಾಗುವ ಕುಡಿಯುವ ನೀರಿನ ಸಮಸ್ಯೆಗಳ ಕುರಿತು 08539-221207 ಸಂಖ್ಯೆಗೆ ಸಂಪರ್ಕಿಸಿ ದೂರು ನೀಡಬಹುದು. bbox=[483, 871, 703, 1062]
headline-cm: ಎಲ್ಲ ಧರ್ಮಗಳೂ ಪ್ರೀತಿಯನ್ನೇ ಬೋಧಿಸುತ್ತವೆ :ಸಿಎಂ ಸಿದ್ದರಾಮಯ್ಯ bbox=[50, 69, 430, 151]
subheadline-cm: ರಾಜಕೀಯವಾಗಿ ಸೋಲುಗೆಲುವು ಕಂಡಿದ್ದರೂ, ಜನಸೇವೆಯನ್ನು ಮರೆಯಲಾರೆ bbox=[33, 164, 447, 236]
byline: ಹೊಸಪೇಟೆ ಟೈಮ್ಸ್ ನ್ಯೂಸ್ bbox=[10, 886, 123, 902]
table-row bbox=[724, 1570, 928, 1585]
group-number: 03 bbox=[724, 1850, 749, 1946]
body-paragraph: ಕೊಪ್ಪಳ ತಾಲ್ಲೂಕಿನ 6, ಗಂಗಾವತಿ ತಾಲ್ಲೂಕಿನ 4, ಕುಷ್ಟಗಿ bbox=[10, 1398, 234, 1430]
story-adarsha-col2 bbox=[246, 1269, 470, 1438]
item-description: Plants 4 to 5 feet height bbox=[749, 1600, 895, 1615]
table-row bbox=[724, 1685, 928, 1700]
item-rate: 1 ಕ್ಕೆ bbox=[895, 1640, 928, 1655]
